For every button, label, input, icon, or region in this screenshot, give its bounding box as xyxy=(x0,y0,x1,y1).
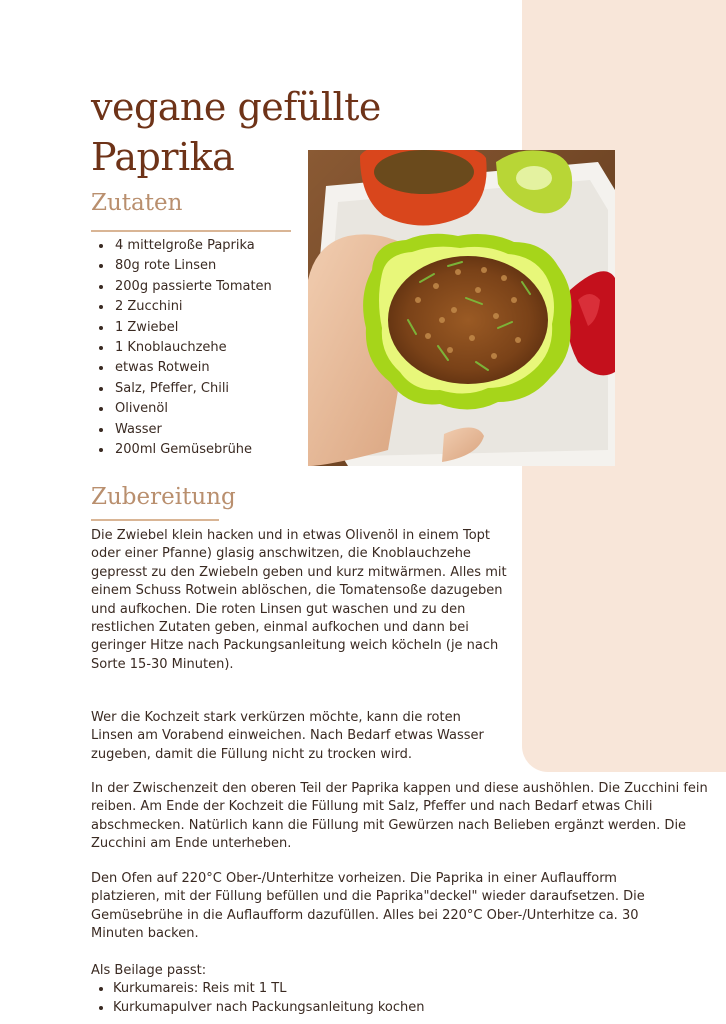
ingredient-item: • 80g rote Linsen xyxy=(113,256,272,276)
preparation-heading-rule xyxy=(91,519,219,521)
ingredient-item: • etwas Rotwein xyxy=(113,358,272,378)
preparation-paragraph-4: Den Ofen auf 220°C Ober-/Unterhitze vorheizen. Die Paprika in einer Auflaufform platzieren, mit der Füllung befüllen und die Paprika"deckel" wieder daraufsetzen. Die Gemüsebrühe in die Auflaufform dazufüllen. Alles bei 220°C Ober-/Unterhitze ca. 30 Minuten backen. xyxy=(91,871,645,942)
side-dish-item: • Kurkumareis: Reis mit 1 TL xyxy=(113,980,425,999)
ingredient-item: • 200ml Gemüsebrühe xyxy=(113,440,272,460)
ingredient-item: • 200g passierte Tomaten xyxy=(113,277,272,297)
ingredient-item: • 1 Knoblauchzehe xyxy=(113,338,272,358)
ingredient-item: • Salz, Pfeffer, Chili xyxy=(113,379,272,399)
side-dish-list xyxy=(93,980,425,1017)
preparation-paragraph-3: In der Zwischenzeit den oberen Teil der Paprika kappen und diese aushöhlen. Die Zucchini fein reiben. Am Ende der Kochzeit die Füllung mit Salz, Pfeffer und nach Bedarf etwas Chili abschmecken. Natürlich kann die Füllung mit Gewürzen nach Belieben ergänzt werden. Die Zucchini am Ende unterheben. xyxy=(91,781,708,852)
ingredient-item: • 4 mittelgroße Paprika xyxy=(113,236,272,256)
ingredients-heading: Zutaten xyxy=(91,190,183,216)
ingredient-item: • Olivenöl xyxy=(113,399,272,419)
ingredients-heading-rule xyxy=(91,230,291,232)
preparation-paragraph-1: Die Zwiebel klein hacken und in etwas Olivenöl in einem Topt oder einer Pfanne) glasig anschwitzen, die Knoblauchzehe gepresst zu den Zwiebeln geben und kurz mitwärmen. Alles mit einem Schuss Rotwein ablöschen, die Tomatensoße dazugeben und aufkochen. Die roten Linsen gut waschen und zu den restlichen Zutaten geben, einmal aufkochen und dann bei geringer Hitze nach Packungsanleitung weich köcheln (je nach Sorte 15-30 Minuten). xyxy=(91,528,507,672)
stuffed-pepper-photo xyxy=(308,150,615,466)
preparation-heading: Zubereitung xyxy=(91,484,236,510)
recipe-title-line-1: vegane gefüllte xyxy=(91,85,381,129)
ingredient-item: • 2 Zucchini xyxy=(113,297,272,317)
ingredients-list xyxy=(93,236,272,460)
side-dish-item: • Kurkumapulver nach Packungsanleitung kochen xyxy=(113,999,425,1018)
ingredient-item: • Wasser xyxy=(113,420,272,440)
ingredient-item: • 1 Zwiebel xyxy=(113,318,272,338)
recipe-title-line-2: Paprika xyxy=(91,135,235,179)
side-dish-label: Als Beilage passt: xyxy=(91,963,207,978)
preparation-paragraph-2: Wer die Kochzeit stark verkürzen möchte, kann die roten Linsen am Vorabend einweichen. Nach Bedarf etwas Wasser zugeben, damit die Füllung nicht zu trocken wird. xyxy=(91,710,484,762)
